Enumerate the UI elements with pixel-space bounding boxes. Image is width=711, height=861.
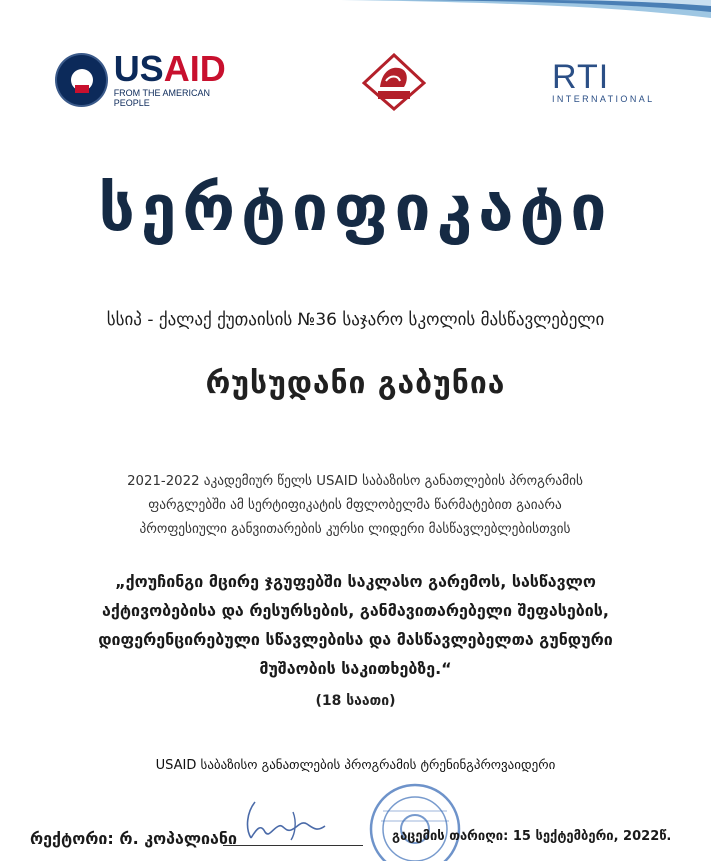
- course-title: [40, 567, 671, 683]
- course-line: „ქოუჩინგი მცირე ჯგუფებში საკლასო გარემოს, სასწავლო: [115, 572, 596, 591]
- body-line: ფარგლებში ამ სერტიფიკატის მფლობელმა წარმატებით გაიარა: [148, 498, 562, 513]
- course-line: მუშაობის საკითხებზე.“: [259, 659, 452, 678]
- issue-date: გაცემის თარიღი: 15 სექტემბერი, 2022წ.: [392, 829, 672, 844]
- usaid-logo: [55, 48, 245, 108]
- usaid-seal-icon: [55, 53, 108, 107]
- training-provider: USAID საბაზისო განათლების პროგრამის ტრენინგპროვაიდერი: [155, 758, 556, 773]
- university-emblem-icon: [362, 53, 426, 111]
- certificate-title: სერტიფიკატი: [98, 172, 613, 246]
- recipient-role: სსიპ - ქალაქ ქუთაისის №36 საჯარო სკოლის მასწავლებელი: [106, 310, 605, 330]
- official-stamp: [353, 781, 473, 861]
- course-hours: (18 საათი): [315, 693, 396, 709]
- usaid-word-us: US: [113, 48, 164, 89]
- body-line: პროფესიული განვითარების კურსი ლიდერი მასწავლებლებისთვის: [139, 522, 571, 537]
- usaid-tagline: FROM THE AMERICAN PEOPLE: [113, 88, 211, 108]
- course-line: დიფერენცირებული სწავლებისა და მასწავლებელთა გუნდური: [98, 630, 613, 649]
- header-wave-decoration: [281, 0, 711, 40]
- certificate-body: [60, 470, 650, 542]
- rti-word: RTI: [552, 58, 610, 96]
- body-line: 2021-2022 აკადემიურ წელს USAID საბაზისო განათლების პროგრამის: [127, 474, 583, 489]
- rti-logo: [552, 58, 655, 110]
- usaid-word-aid: AID: [163, 48, 226, 89]
- rector-signature: [235, 798, 345, 844]
- rti-subtitle: INTERNATIONAL: [552, 94, 655, 104]
- rector-label: რექტორი: რ. კოპალიანი: [30, 829, 238, 848]
- recipient-name: რუსუდანი გაბუნია: [205, 366, 506, 401]
- signature-line: [223, 845, 363, 846]
- course-line: აქტივობებისა და რესურსების, განმავითარებელი შეფასების,: [102, 601, 609, 620]
